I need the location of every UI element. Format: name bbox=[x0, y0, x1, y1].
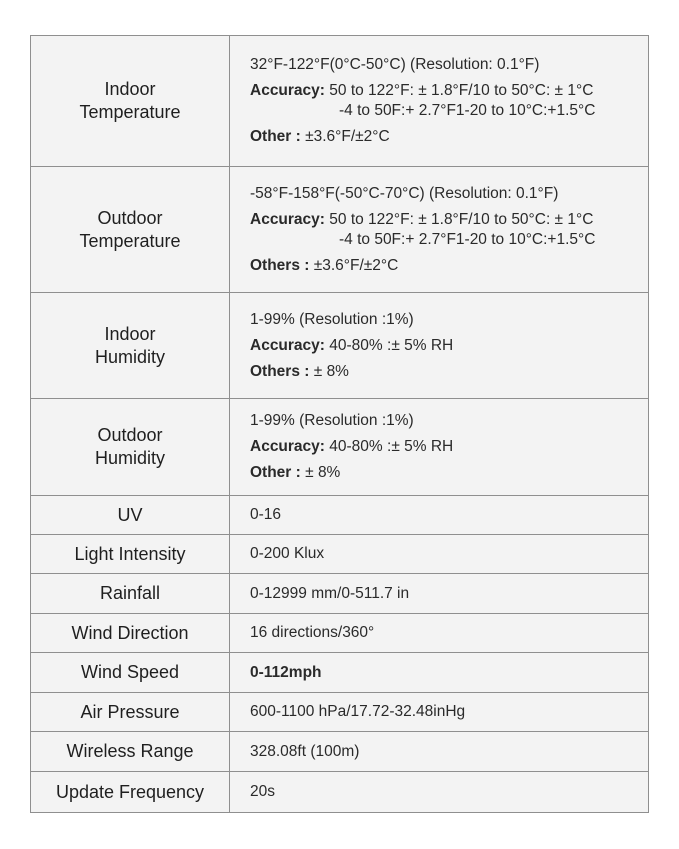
range-text: 32°F-122°F(0°C-50°C) (Resolution: 0.1°F) bbox=[250, 56, 540, 73]
other-label: Others : bbox=[250, 362, 310, 380]
row-label-air-pressure: Air Pressure bbox=[31, 693, 230, 732]
label-text: Outdoor Humidity bbox=[94, 425, 165, 468]
accuracy-line bbox=[250, 210, 648, 230]
row-value-update-frequency: 20s bbox=[230, 772, 649, 813]
accuracy-value: 40-80% :± 5% RH bbox=[329, 438, 454, 455]
spec-table bbox=[30, 35, 649, 813]
other-label: Other : bbox=[250, 128, 301, 145]
range-text: 1-99% (Resolution :1%) bbox=[250, 310, 414, 328]
table-row bbox=[31, 535, 649, 574]
row-value-indoor-humidity bbox=[230, 293, 649, 399]
row-value-wind-direction: 16 directions/360° bbox=[230, 614, 649, 653]
row-label-rainfall: Rainfall bbox=[31, 574, 230, 614]
table-row bbox=[31, 399, 649, 496]
row-label-outdoor-temperature bbox=[31, 167, 230, 293]
other-line bbox=[250, 256, 648, 276]
row-value-outdoor-humidity bbox=[230, 399, 649, 496]
other-value: ± 8% bbox=[313, 362, 349, 380]
accuracy-value: 50 to 122°F: ± 1.8°F/10 to 50°C: ± 1°C bbox=[329, 210, 594, 228]
table-row bbox=[31, 732, 649, 772]
row-label-wind-speed: Wind Speed bbox=[31, 653, 230, 693]
accuracy-label: Accuracy: bbox=[250, 82, 325, 99]
row-value-outdoor-temperature bbox=[230, 167, 649, 293]
row-value-uv: 0-16 bbox=[230, 496, 649, 535]
table-row bbox=[31, 772, 649, 813]
table-row bbox=[31, 693, 649, 732]
other-value: ±3.6°F/±2°C bbox=[313, 256, 399, 274]
other-value: ± 8% bbox=[305, 464, 341, 481]
table-row bbox=[31, 36, 649, 167]
accuracy-value-2: -4 to 50F:+ 2.7°F1-20 to 10°C:+1.5°C bbox=[339, 230, 596, 248]
table-row bbox=[31, 614, 649, 653]
other-line bbox=[250, 127, 648, 147]
row-label-outdoor-humidity bbox=[31, 399, 230, 496]
table-row bbox=[31, 496, 649, 535]
other-line bbox=[250, 463, 648, 483]
accuracy-value: 50 to 122°F: ± 1.8°F/10 to 50°C: ± 1°C bbox=[329, 82, 594, 99]
accuracy-label: Accuracy: bbox=[250, 438, 325, 455]
row-label-uv: UV bbox=[31, 496, 230, 535]
other-line bbox=[250, 362, 648, 382]
label-text: Outdoor Temperature bbox=[79, 207, 181, 251]
range-text: 1-99% (Resolution :1%) bbox=[250, 412, 414, 429]
accuracy-line bbox=[250, 336, 648, 356]
row-value-wind-speed: 0-112mph bbox=[230, 653, 649, 693]
accuracy-label: Accuracy: bbox=[250, 210, 325, 228]
label-text: Indoor Temperature bbox=[79, 79, 181, 122]
row-value-air-pressure: 600-1100 hPa/17.72-32.48inHg bbox=[230, 693, 649, 732]
row-value-light-intensity: 0-200 Klux bbox=[230, 535, 649, 574]
table-row bbox=[31, 167, 649, 293]
row-label-wireless-range: Wireless Range bbox=[31, 732, 230, 772]
table-row bbox=[31, 653, 649, 693]
row-value-indoor-temperature bbox=[230, 36, 649, 167]
row-label-light-intensity: Light Intensity bbox=[31, 535, 230, 574]
row-value-rainfall: 0-12999 mm/0-511.7 in bbox=[230, 574, 649, 614]
other-value: ±3.6°F/±2°C bbox=[305, 128, 390, 145]
other-label: Others : bbox=[250, 256, 310, 274]
row-label-wind-direction: Wind Direction bbox=[31, 614, 230, 653]
row-label-indoor-humidity bbox=[31, 293, 230, 399]
row-label-indoor-temperature bbox=[31, 36, 230, 167]
table-row bbox=[31, 293, 649, 399]
accuracy-value-2: -4 to 50F:+ 2.7°F1-20 to 10°C:+1.5°C bbox=[339, 102, 596, 119]
range-text: -58°F-158°F(-50°C-70°C) (Resolution: 0.1°F) bbox=[250, 184, 559, 202]
accuracy-line bbox=[250, 81, 648, 101]
accuracy-label: Accuracy: bbox=[250, 336, 325, 354]
accuracy-line bbox=[250, 437, 648, 457]
accuracy-value: 40-80% :± 5% RH bbox=[329, 336, 454, 354]
label-text: Indoor Humidity bbox=[94, 323, 165, 367]
other-label: Other : bbox=[250, 464, 301, 481]
table-row bbox=[31, 574, 649, 614]
row-value-wireless-range: 328.08ft (100m) bbox=[230, 732, 649, 772]
row-label-update-frequency: Update Frequency bbox=[31, 772, 230, 813]
